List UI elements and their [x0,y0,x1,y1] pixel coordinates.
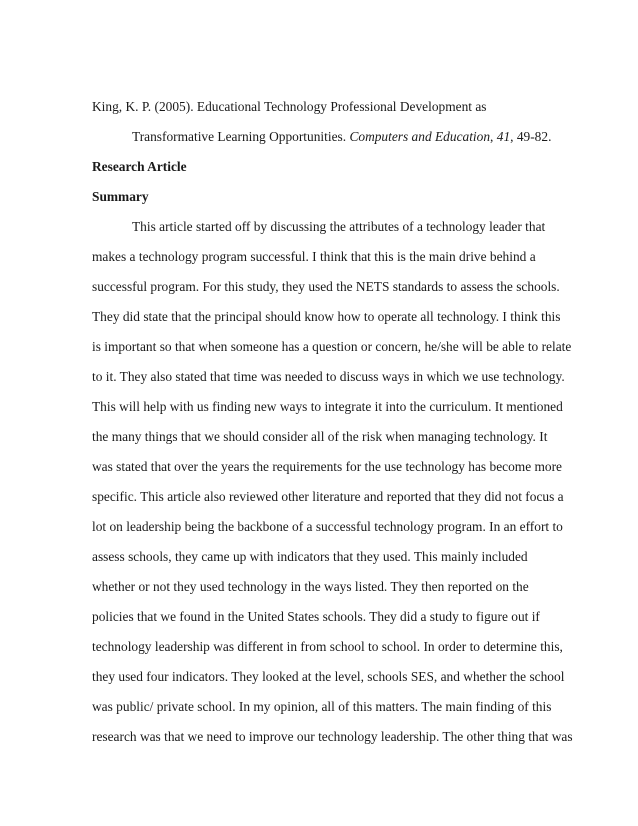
paragraph-line: This article started off by discussing the attributes of a technology leader that [132,219,546,234]
citation-line-1: King, K. P. (2005). Educational Technology Professional Development as [92,99,487,114]
summary-heading: Summary [92,189,149,204]
paragraph-line: they used four indicators. They looked at the level, schools SES, and whether the school [92,669,565,684]
paragraph-line: the many things that we should consider all of the risk when managing technology. It [92,429,548,444]
paragraph-line: They did state that the principal should know how to operate all technology. I think this [92,309,561,324]
paragraph-line: is important so that when someone has a question or concern, he/she will be able to relate [92,339,572,354]
paragraph-line: research was that we need to improve our technology leadership. The other thing that was [92,729,573,744]
journal-volume: 41 [496,129,511,144]
citation-separator: , [490,129,497,144]
paragraph-line: lot on leadership being the backbone of a successful technology program. In an effort to [92,519,563,534]
paragraph-line: policies that we found in the United States schools. They did a study to figure out if [92,609,540,624]
paragraph-line: whether or not they used technology in the ways listed. They then reported on the [92,579,529,594]
journal-name: Computers and Education [349,129,491,144]
paragraph-line: makes a technology program successful. I think that this is the main drive behind a [92,249,536,264]
paragraph-line: specific. This article also reviewed other literature and reported that they did not focus a [92,489,564,504]
paragraph-line: This will help with us finding new ways to integrate it into the curriculum. It mentioned [92,399,563,414]
citation-title-end: Transformative Learning Opportunities. [132,129,350,144]
paragraph-line: successful program. For this study, they used the NETS standards to assess the schools. [92,279,560,294]
paragraph-line: assess schools, they came up with indicators that they used. This mainly included [92,549,528,564]
document-body [92,92,573,752]
paragraph-line: was public/ private school. In my opinion, all of this matters. The main finding of this [92,699,552,714]
citation-pages: , 49-82. [510,129,552,144]
paragraph-line: was stated that over the years the requirements for the use technology has become more [92,459,562,474]
paragraph-line: to it. They also stated that time was needed to discuss ways in which we use technology. [92,369,565,384]
paragraph-line: technology leadership was different in from school to school. In order to determine this, [92,639,563,654]
citation-line-2 [92,122,552,152]
section-heading: Research Article [92,159,187,174]
